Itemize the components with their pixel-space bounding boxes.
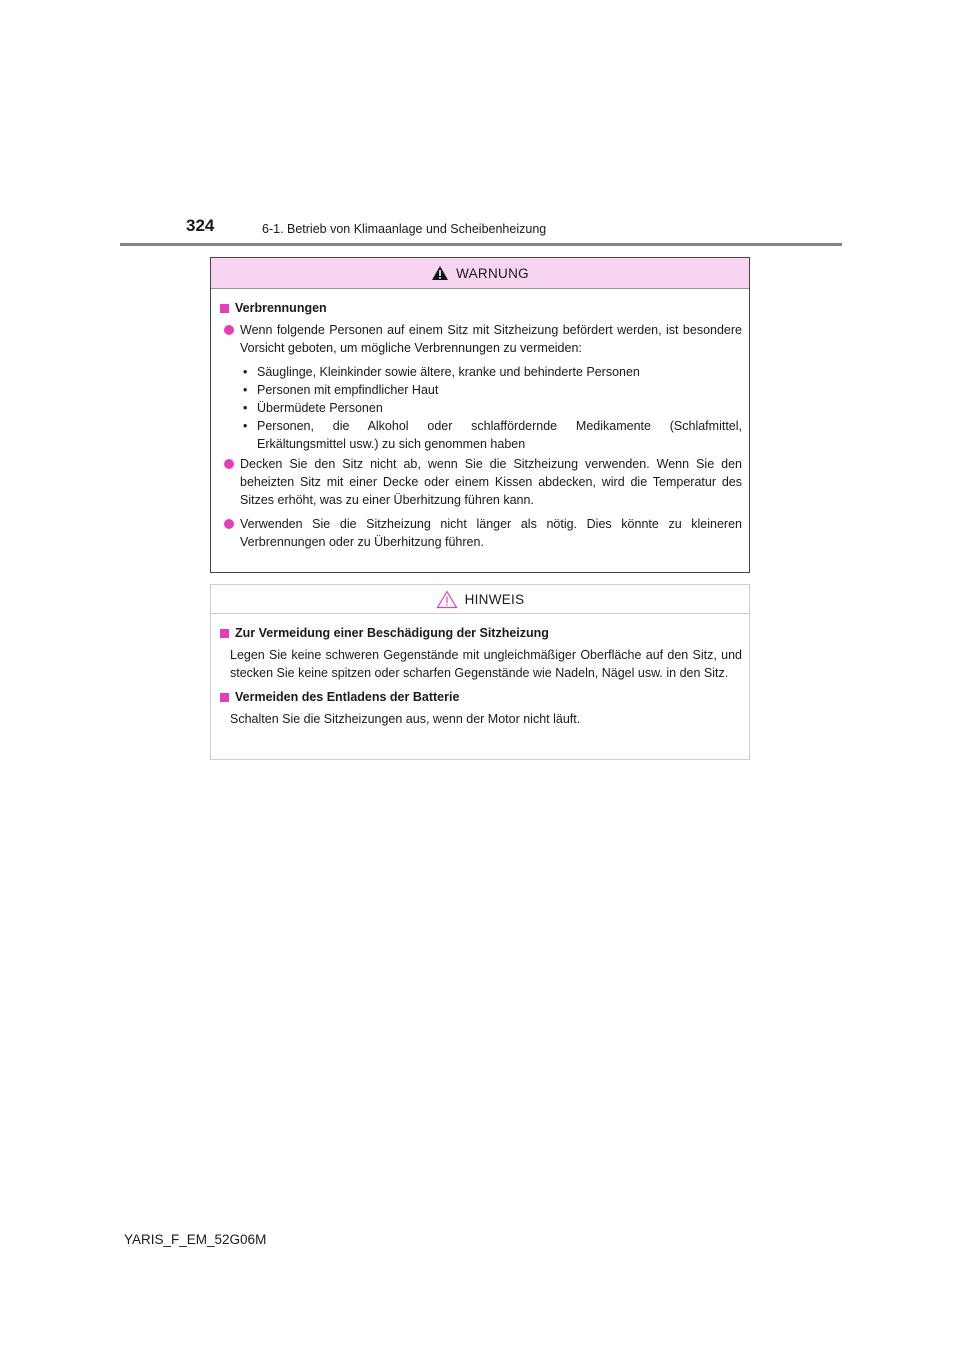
list-item-text: Übermüdete Personen [257, 401, 383, 415]
square-bullet-icon [220, 629, 229, 638]
warning-paragraph-text: Decken Sie den Sitz nicht ab, wenn Sie die Sitzheizung verwenden. Wenn Sie den beheizten Sitz mit einer Decke oder einem Kissen abdecken, wird die Temperatur des Sitzes erhöht, was zu einer Überhitzung führen kann. [240, 457, 742, 507]
note-heading-text: Zur Vermeidung einer Beschädigung der Sitzheizung [235, 626, 549, 640]
warning-heading-text: Verbrennungen [235, 301, 327, 315]
warning-box [210, 257, 750, 573]
document-code: YARIS_F_EM_52G06M [124, 1232, 267, 1247]
list-item [243, 417, 742, 453]
note-header [211, 585, 749, 614]
list-bullet: • [243, 401, 248, 415]
note-box [210, 584, 750, 760]
warning-paragraph [220, 455, 742, 509]
section-title: 6-1. Betrieb von Klimaanlage und Scheibenheizung [262, 222, 547, 236]
note-text: Schalten Sie die Sitzheizungen aus, wenn der Motor nicht läuft. [230, 712, 581, 726]
round-bullet-icon [224, 519, 234, 529]
note-heading [220, 624, 742, 642]
warning-heading [220, 299, 742, 317]
warning-triangle-icon [431, 265, 449, 281]
list-item-text: Personen, die Alkohol oder schlaffördernde Medikamente (Schlafmittel, Erkältungsmittel usw.) zu sich genommen haben [257, 419, 742, 451]
square-bullet-icon [220, 693, 229, 702]
note-text: Legen Sie keine schweren Gegenstände mit ungleichmäßiger Oberfläche auf den Sitz, und stecken Sie keine spitzen oder scharfen Gegenstände wie Nadeln, Nägel usw. in den Sitz. [230, 648, 742, 680]
header-rule [120, 243, 842, 246]
list-item-text: Personen mit empfindlicher Haut [257, 383, 439, 397]
list-bullet: • [243, 365, 248, 379]
caution-triangle-icon [436, 590, 458, 609]
note-heading [220, 688, 742, 706]
warning-paragraph [220, 321, 742, 357]
round-bullet-icon [224, 325, 234, 335]
list-item [243, 363, 742, 381]
note-heading-text: Vermeiden des Entladens der Batterie [235, 690, 460, 704]
warning-paragraph-text: Verwenden Sie die Sitzheizung nicht länger als nötig. Dies könnte zu kleineren Verbrennungen oder zu Überhitzung führen. [240, 517, 742, 549]
warning-paragraph-text: Wenn folgende Personen auf einem Sitz mit Sitzheizung befördert werden, ist besondere Vorsicht geboten, um mögliche Verbrennungen zu vermeiden: [240, 323, 742, 355]
warning-header [211, 258, 749, 289]
list-item [243, 399, 742, 417]
list-bullet: • [243, 419, 248, 433]
list-item-text: Säuglinge, Kleinkinder sowie ältere, kranke und behinderte Personen [257, 365, 640, 379]
note-title: HINWEIS [464, 591, 525, 607]
warning-list [220, 363, 742, 453]
warning-title: WARNUNG [456, 265, 529, 281]
list-bullet: • [243, 383, 248, 397]
page-number: 324 [186, 216, 215, 235]
list-item [243, 381, 742, 399]
square-bullet-icon [220, 304, 229, 313]
warning-paragraph [220, 515, 742, 551]
round-bullet-icon [224, 459, 234, 469]
